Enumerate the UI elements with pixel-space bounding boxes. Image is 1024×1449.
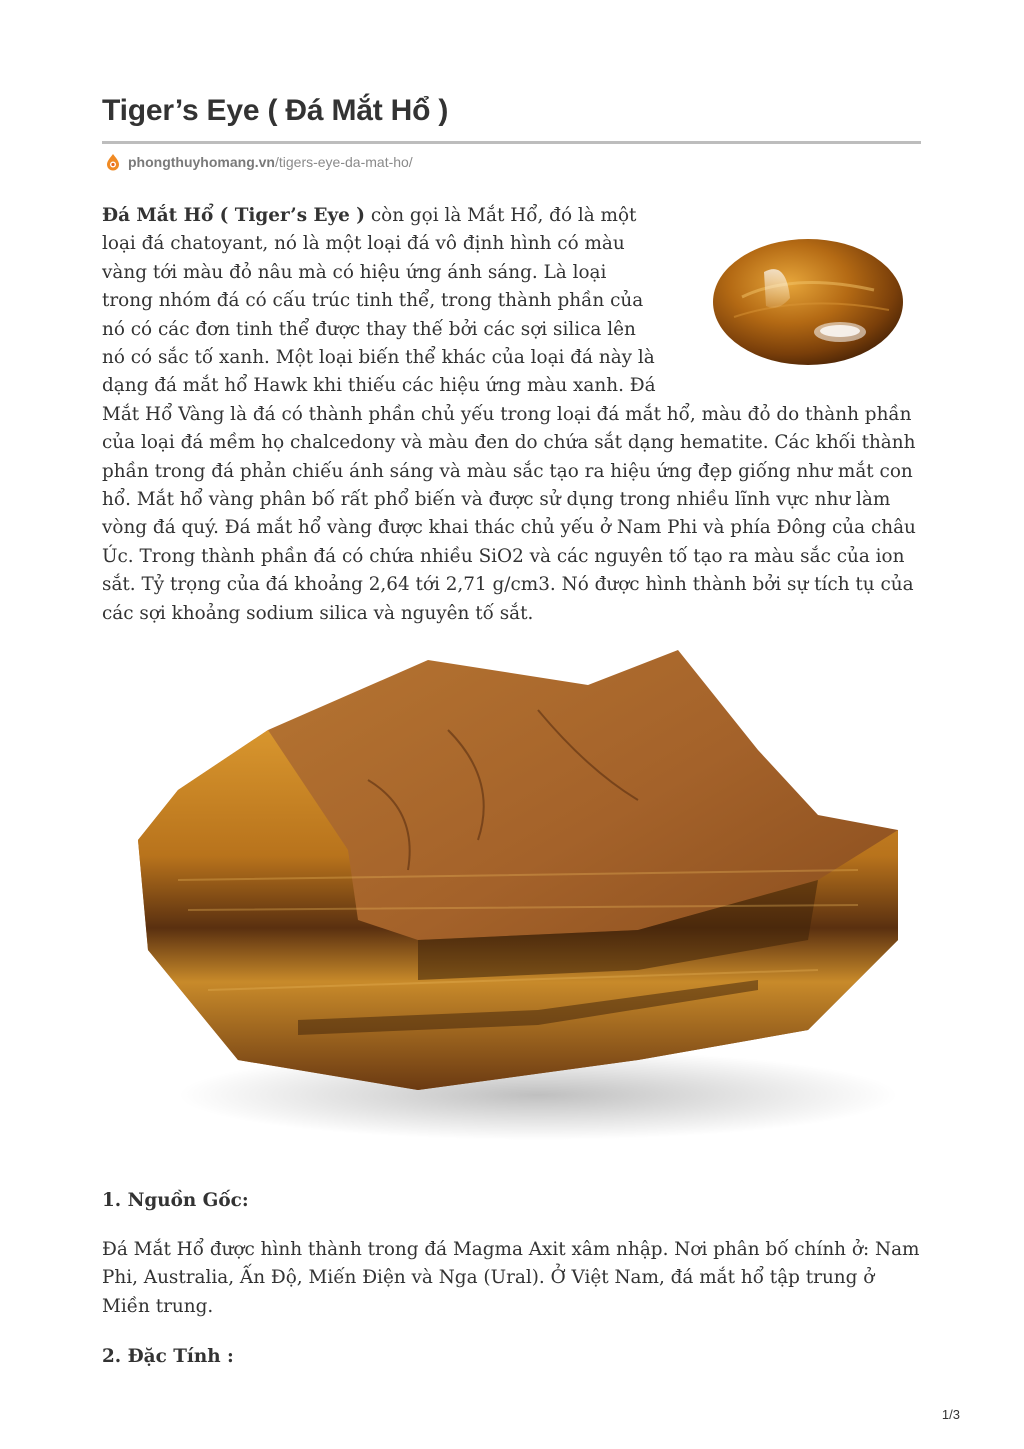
tigers-eye-rough-stone-image [118, 640, 918, 1140]
intro-paragraph [102, 202, 922, 628]
source-path: /tigers-eye-da-mat-ho/ [274, 154, 413, 170]
title-divider [102, 141, 921, 144]
tigers-eye-cabochon-image [694, 202, 922, 392]
intro-lead: Đá Mắt Hổ ( Tiger’s Eye ) [102, 205, 365, 226]
page-title: Tiger’s Eye ( Đá Mắt Hổ ) [102, 94, 449, 127]
source-link[interactable] [104, 152, 413, 172]
section-heading-origin: 1. Nguồn Gốc: [102, 1190, 249, 1211]
source-domain: phongthuyhomang.vn [128, 154, 275, 170]
section-heading-properties: 2. Đặc Tính : [102, 1346, 234, 1367]
page-number: 1/3 [941, 1407, 960, 1422]
site-logo-icon [104, 153, 122, 171]
section-text-origin: Đá Mắt Hổ được hình thành trong đá Magma Axit xâm nhập. Nơi phân bố chính ở: Nam Phi, Australia, Ấn Độ, Miến Điện và Nga (Ural). Ở Việt Nam, đá mắt hổ tập trung ở Miền trung. [102, 1239, 920, 1317]
intro-text: còn gọi là Mắt Hổ, đó là một loại đá chatoyant, nó là một loại đá vô định hình có màu vàng tới màu đỏ nâu mà có hiệu ứng ánh sáng. Là loại trong nhóm đá có cấu trúc tinh thể, trong thành phần của nó có các đơn tinh thể được thay thế bởi các sợi silica lên nó có sắc tố xanh. Một loại biến thể khác của loại đá này là dạng đá mắt hổ Hawk khi thiếu các hiệu ứng màu xanh. Đá Mắt Hổ Vàng là đá có thành phần chủ yếu trong loại đá mắt hổ, màu đỏ do thành phần của loại đá mềm họ chalcedony và màu đen do chứa sắt dạng hematite. Các khối thành phần trong đá phản chiếu ánh sáng và màu sắc tạo ra hiệu ứng đẹp giống như mắt con hổ. Mắt hổ vàng phân bố rất phổ biến và được sử dụng trong nhiều lĩnh vực như làm vòng đá quý. Đá mắt hổ vàng được khai thác chủ yếu ở Nam Phi và phía Đông của châu Úc. Trong thành phần đá có chứa nhiều SiO2 và các nguyên tố tạo ra màu sắc của ion sắt. Tỷ trọng của đá khoảng 2,64 tới 2,71 g/cm3. Nó được hình thành bởi sự tích tụ của các sợi khoảng sodium silica và nguyên tố sắt. [102, 205, 916, 624]
